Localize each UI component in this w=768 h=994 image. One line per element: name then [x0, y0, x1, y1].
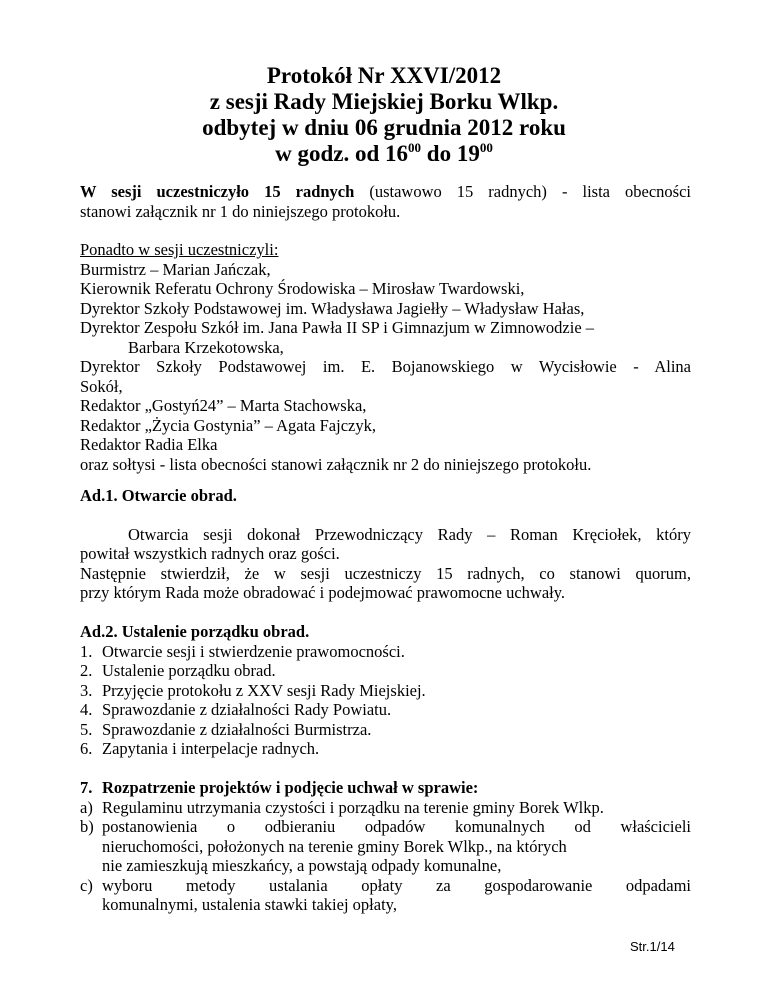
title-sup-2: 00	[479, 140, 493, 155]
item7-section	[80, 778, 691, 915]
participant-line: oraz sołtysi - lista obecności stanowi załącznik nr 2 do niniejszego protokołu.	[80, 454, 592, 474]
item7-sub-c	[80, 876, 691, 915]
participant-line: Dyrektor Szkoły Podstawowej im. Władysława Jagiełły – Władysław Hałas,	[80, 298, 585, 318]
participant-line: Burmistrz – Marian Jańczak,	[80, 259, 271, 279]
ad1-paragraph-line: Następnie stwierdził, że w sesji uczestniczy 15 radnych, co stanowi quorum,	[80, 563, 691, 583]
title-line-2: z sesji Rady Miejskiej Borku Wlkp.	[209, 89, 559, 114]
title-line-3: odbytej w dniu 06 grudnia 2012 roku	[202, 115, 566, 140]
participants-heading: Ponadto w sesji uczestniczyli:	[80, 240, 279, 259]
ad1-paragraph-line: przy którym Rada może obradować i podejmować prawomocne uchwały.	[80, 583, 566, 602]
agenda-number: 1.	[80, 641, 93, 661]
item7-heading	[80, 778, 691, 798]
participant-line: Dyrektor Zespołu Szkół im. Jana Pawła II SP i Gimnazjum w Zimnowodzie –	[80, 318, 595, 337]
attendance-bold: W sesji uczestniczyło 15 radnych	[80, 182, 355, 201]
attendance-paragraph	[80, 182, 691, 221]
ad1-heading: Ad.1. Otwarcie obrad.	[80, 486, 237, 505]
item7-heading-text: Rozpatrzenie projektów i podjęcie uchwał w sprawie:	[102, 778, 479, 797]
attendance-line-2: stanowi załącznik nr 1 do niniejszego protokołu.	[80, 201, 401, 221]
sub-letter: b)	[80, 817, 94, 836]
agenda-item	[80, 681, 691, 701]
sub-text-line: wyboru metody ustalania opłaty za gospodarowanie odpadami	[102, 875, 691, 895]
agenda-number: 6.	[80, 739, 93, 758]
attendance-rest: (ustawowo 15 radnych) - lista obecności	[354, 182, 691, 201]
participant-line: Redaktor „Gostyń24” – Marta Stachowska,	[80, 396, 367, 415]
sub-text-line: nie zamieszkują mieszkańcy, a powstają odpady komunalne,	[102, 856, 502, 875]
agenda-number: 5.	[80, 719, 93, 739]
agenda-item	[80, 661, 691, 681]
sub-text-line: komunalnymi, ustalenia stawki takiej opłaty,	[102, 895, 397, 914]
title-time-to: do 19	[421, 141, 480, 166]
page-number: Str.1/14	[630, 939, 675, 954]
agenda-item	[80, 739, 691, 759]
agenda-item	[80, 642, 691, 662]
title-line-4	[0, 141, 768, 170]
attendance-line-1	[80, 182, 691, 202]
ad2-section	[80, 622, 691, 759]
title-line-1: Protokół Nr XXVI/2012	[266, 63, 502, 88]
agenda-item	[80, 720, 691, 740]
participant-line: Redaktor Radia Elka	[80, 435, 218, 454]
sub-text-line: postanowienia o odbieraniu odpadów komunalnych od właścicieli	[102, 817, 691, 836]
title-sup-1: 00	[408, 140, 422, 155]
ad1-paragraph-line: Otwarcia sesji dokonał Przewodniczący Rady – Roman Kręciołek, który	[128, 524, 691, 544]
sub-text: Regulaminu utrzymania czystości i porządku na terenie gminy Borek Wlkp.	[102, 797, 604, 817]
participant-line: Sokół,	[80, 376, 123, 396]
agenda-number: 4.	[80, 700, 93, 719]
agenda-text: Przyjęcie protokołu z XXV sesji Rady Miejskiej.	[102, 680, 426, 700]
sub-text-line: nieruchomości, położonych na terenie gminy Borek Wlkp., na których	[102, 836, 567, 856]
title-time-from: w godz. od 16	[275, 141, 409, 166]
participant-line: Kierownik Referatu Ochrony Środowiska – Mirosław Twardowski,	[80, 279, 525, 298]
sub-letter: a)	[80, 797, 93, 817]
agenda-text: Sprawozdanie z działalności Rady Powiatu.	[102, 700, 392, 719]
participants-section	[80, 240, 691, 474]
agenda-number: 2.	[80, 661, 93, 680]
item7-number: 7.	[80, 778, 93, 797]
agenda-text: Ustalenie porządku obrad.	[102, 661, 276, 680]
ad1-section	[80, 486, 691, 603]
item7-sub-b	[80, 817, 691, 876]
agenda-text: Zapytania i interpelacje radnych.	[102, 739, 320, 758]
participant-line: Redaktor „Życia Gostynia” – Agata Fajczyk,	[80, 415, 376, 435]
sub-letter: c)	[80, 875, 93, 895]
participant-line: Barbara Krzekotowska,	[128, 337, 284, 357]
agenda-text: Sprawozdanie z działalności Burmistrza.	[102, 719, 372, 739]
participant-line: Dyrektor Szkoły Podstawowej im. E. Bojanowskiego w Wycisłowie - Alina	[80, 357, 691, 376]
agenda-number: 3.	[80, 680, 93, 700]
agenda-item	[80, 700, 691, 720]
ad2-heading: Ad.2. Ustalenie porządku obrad.	[80, 622, 310, 641]
ad1-paragraph-line: powitał wszystkich radnych oraz gości.	[80, 544, 340, 563]
item7-sub-a	[80, 798, 691, 818]
agenda-text: Otwarcie sesji i stwierdzenie prawomocności.	[102, 641, 405, 661]
